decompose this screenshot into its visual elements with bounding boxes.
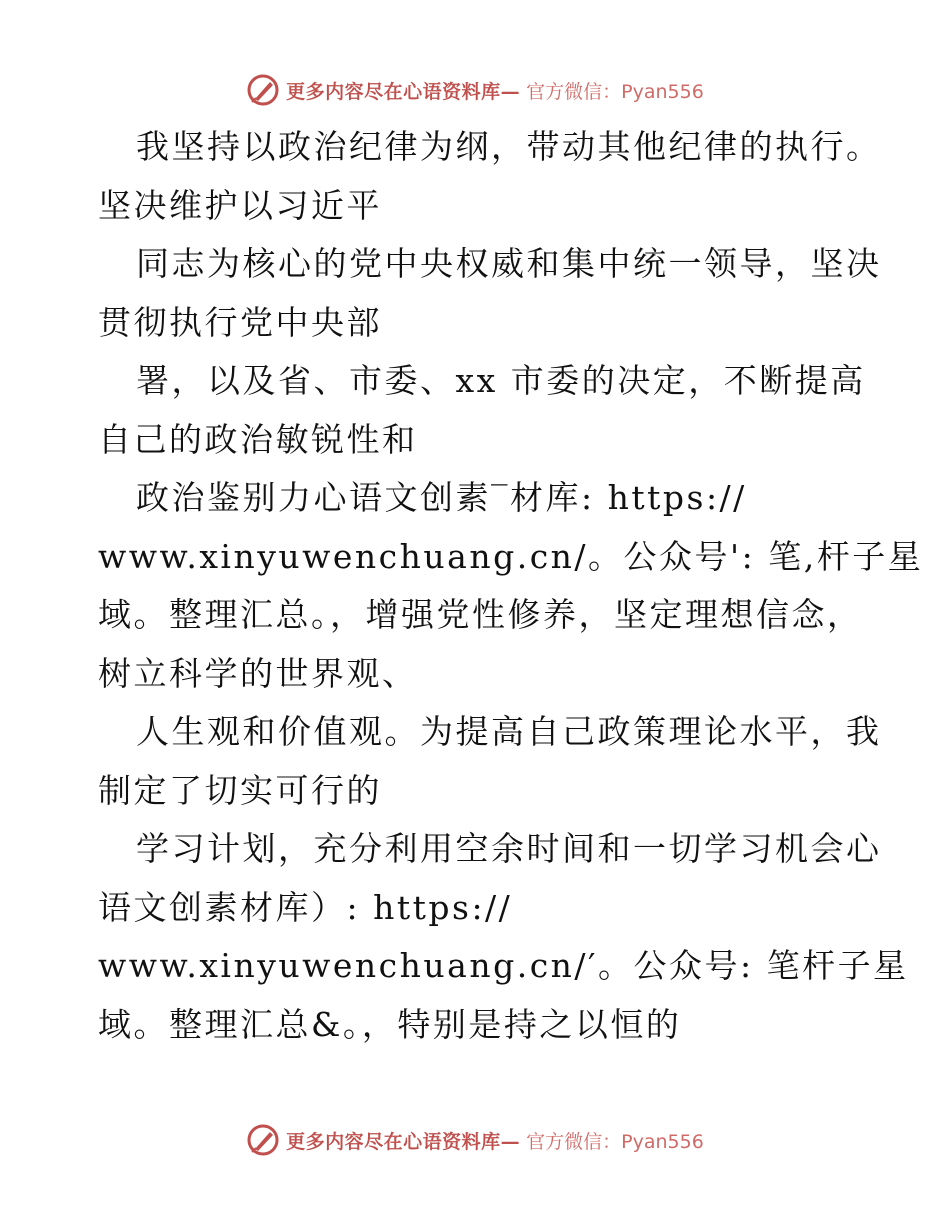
body-line: 域。整理汇总。，增强党性修养，坚定理想信念， [98, 595, 863, 634]
body-line: 坚决维护以习近平 [98, 185, 382, 225]
body-line: 我坚持以政治纪律为纲，带动其他纪律的执行。 [136, 127, 882, 166]
body-line: 域。整理汇总&。，特别是持之以恒的 [98, 1004, 682, 1044]
quill-logo-icon [246, 1123, 280, 1157]
body-line: 人生观和价值观。为提高自己政策理论水平，我 [136, 712, 882, 751]
body-line: 同志为核心的党中央权威和集中统一领导，坚决 [136, 244, 882, 283]
document-body [98, 118, 924, 1054]
footer-banner-inner [246, 1123, 704, 1157]
footer-banner [0, 1120, 950, 1160]
banner-title: 更多内容尽在心语资料库— [286, 80, 521, 103]
body-line: 树立科学的世界观、 [98, 653, 418, 693]
body-line: 制定了切实可行的 [98, 770, 382, 810]
body-line: 政治鉴别力心语文创素‾材库: https:// [136, 478, 747, 517]
banner-wechat: 官方微信：Pyan556 [526, 80, 704, 103]
quill-logo-icon [246, 73, 280, 107]
body-line: 自己的政治敏锐性和 [98, 419, 418, 459]
body-line: 署，以及省、市委、xx 市委的决定，不断提高 [136, 361, 866, 400]
body-line: www.xinyuwenchuang.cn/′。公众号: 笔杆子星 [98, 946, 909, 985]
header-banner [0, 70, 950, 110]
body-line: 学习计划，充分利用空余时间和一切学习机会心 [136, 829, 882, 868]
body-line: 语文创素材库）: https:// [98, 887, 513, 927]
body-line: 贯彻执行党中央部 [98, 302, 382, 342]
body-line: www.xinyuwenchuang.cn/。公众号': 笔,杆子星 [98, 536, 924, 576]
header-banner-inner [246, 73, 704, 107]
banner-wechat: 官方微信：Pyan556 [526, 1130, 704, 1153]
banner-title: 更多内容尽在心语资料库— [286, 1130, 521, 1153]
